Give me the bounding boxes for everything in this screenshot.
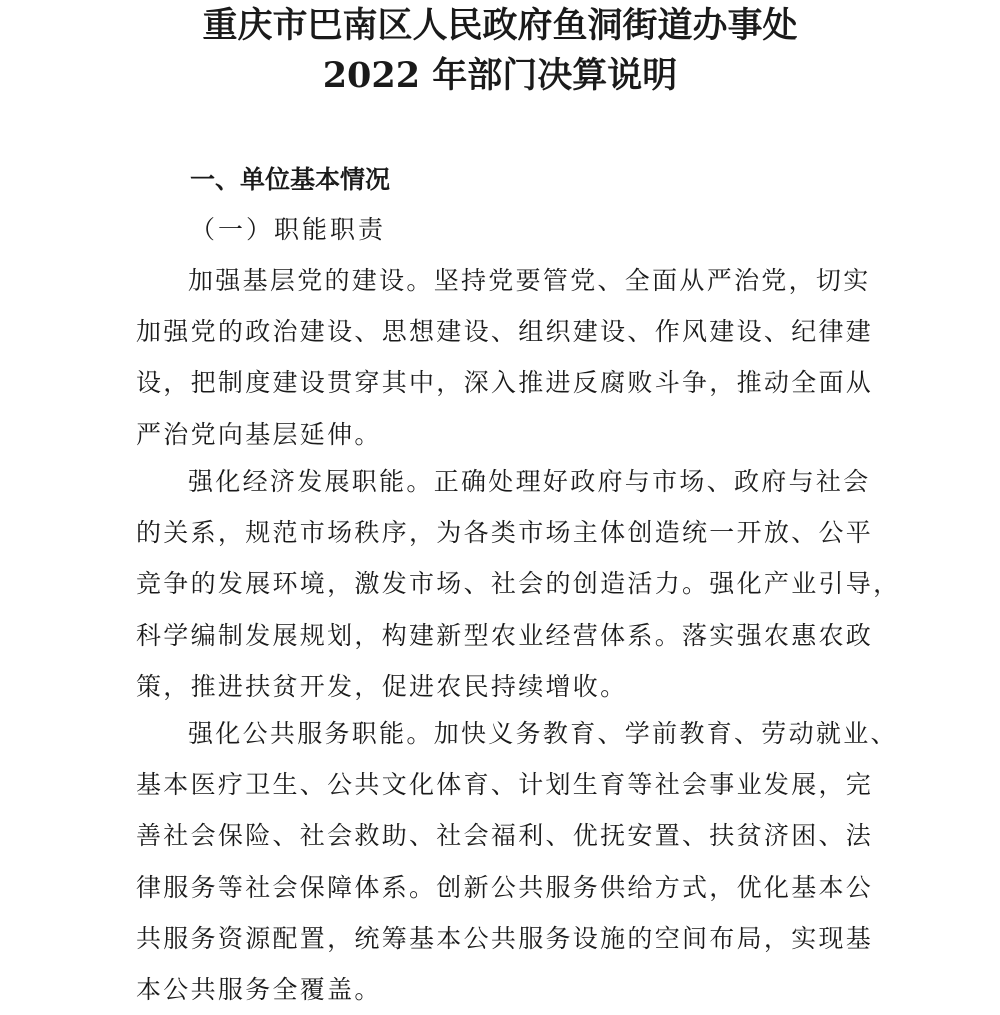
paragraph-line: 科学编制发展规划，构建新型农业经营体系。落实强农惠农政 bbox=[136, 620, 874, 650]
paragraph-public-service bbox=[136, 708, 896, 1015]
section-heading: 一、单位基本情况 bbox=[190, 165, 391, 194]
paragraph-line: 设，把制度建设贯穿其中，深入推进反腐败斗争，推动全面从 bbox=[136, 368, 874, 398]
paragraph-line: 基本医疗卫生、公共文化体育、计划生育等社会事业发展，完 bbox=[136, 770, 874, 800]
paragraph-line: 竞争的发展环境，激发市场、社会的创造活力。强化产业引导， bbox=[136, 569, 901, 599]
paragraph-line: 的关系，规范市场秩序，为各类市场主体创造统一开放、公平 bbox=[136, 518, 874, 548]
document-title-line-2: 2022 年部门决算说明 bbox=[322, 55, 678, 96]
paragraph-line: 善社会保险、社会救助、社会福利、优抚安置、扶贫济困、法 bbox=[136, 821, 874, 851]
paragraph-line: 本公共服务全覆盖。 bbox=[136, 975, 382, 1005]
paragraph-line: 策，推进扶贫开发，促进农民持续增收。 bbox=[136, 671, 628, 701]
paragraph-line: 律服务等社会保障体系。创新公共服务供给方式，优化基本公 bbox=[136, 872, 874, 902]
paragraph-line: 强化公共服务职能。加快义务教育、学前教育、劳动就业、 bbox=[188, 719, 898, 748]
paragraph-line: 加强基层党的建设。坚持党要管党、全面从严治党，切实 bbox=[188, 266, 871, 295]
paragraph-line: 共服务资源配置，统筹基本公共服务设施的空间布局，实现基 bbox=[136, 923, 874, 953]
paragraph-economic-development bbox=[136, 456, 901, 712]
paragraph-party-building bbox=[136, 255, 896, 460]
paragraph-line: 强化经济发展职能。正确处理好政府与市场、政府与社会 bbox=[188, 467, 871, 496]
subsection-heading: （一）职能职责 bbox=[190, 215, 387, 244]
document-title-line-1: 重庆市巴南区人民政府鱼洞街道办事处 bbox=[202, 5, 798, 46]
paragraph-line: 加强党的政治建设、思想建设、组织建设、作风建设、纪律建 bbox=[136, 317, 874, 347]
paragraph-line: 严治党向基层延伸。 bbox=[136, 419, 382, 449]
